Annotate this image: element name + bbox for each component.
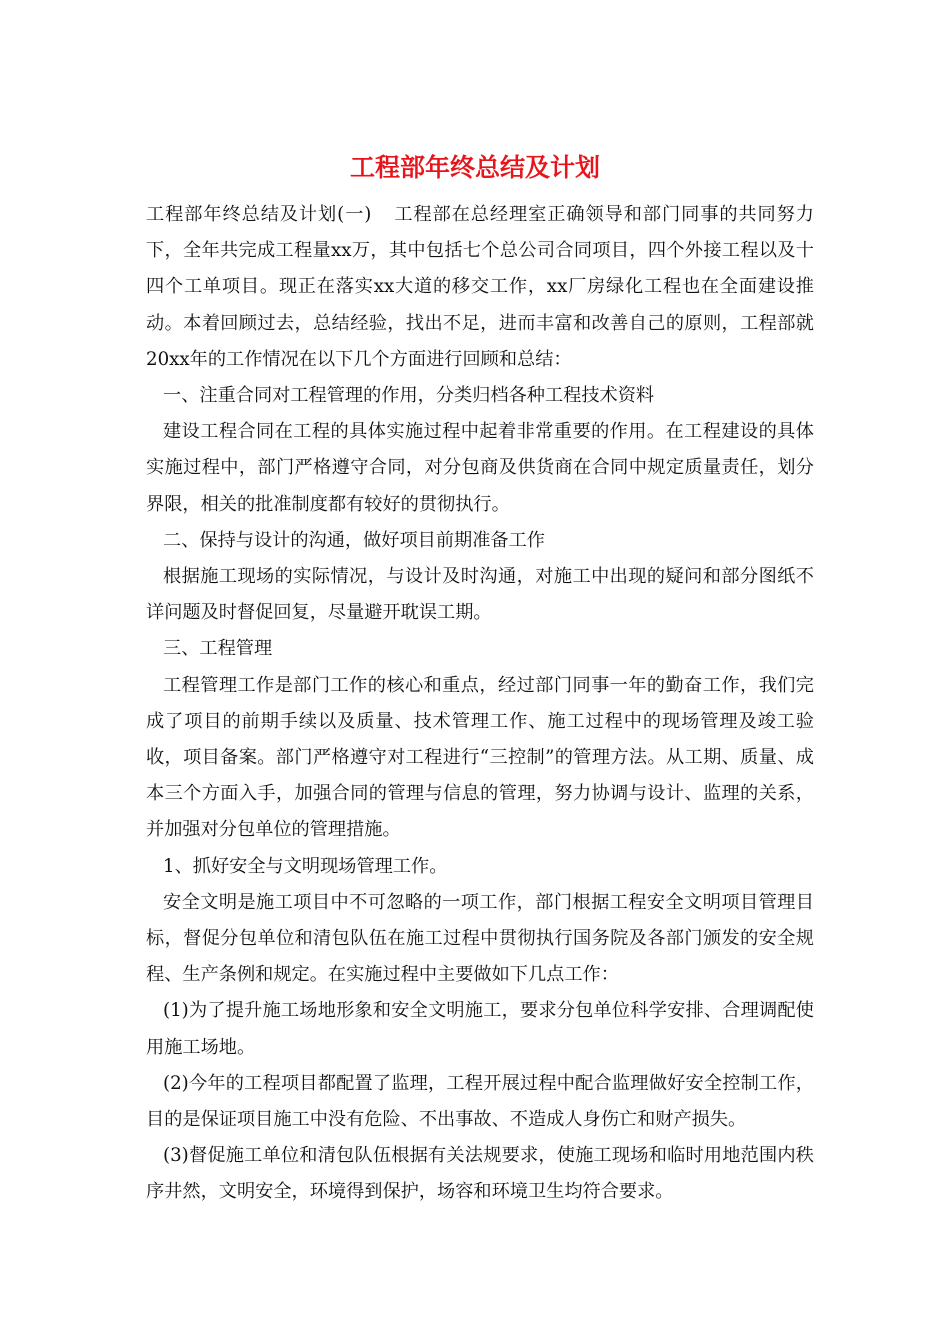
intro-label: 工程部年终总结及计划(一): [146, 204, 372, 225]
list-item-2: (2)今年的工程项目都配置了监理，工程开展过程中配合监理做好安全控制工作，目的是保证项目施工中没有危险、不出事故、不造成人身伤亡和财产损失。: [146, 1072, 814, 1131]
list-item-1: (1)为了提升施工场地形象和安全文明施工，要求分包单位科学安排、合理调配使用施工场地。: [146, 1000, 814, 1058]
subheading-1: 1、抓好安全与文明现场管理工作。: [163, 855, 448, 877]
section-heading-2: 二、保持与设计的沟通，做好项目前期准备工作: [163, 529, 545, 551]
paragraph-2: 建设工程合同在工程的具体实施过程中起着非常重要的作用。在工程建设的具体实施过程中，部门严格遵守合同，对分包商及供货商在合同中规定质量责任，划分界限，相关的批准制度都有较好的贯彻执行。: [146, 421, 814, 515]
section-heading-1: 一、注重合同对工程管理的作用，分类归档各种工程技术资料: [163, 385, 655, 407]
section-heading-3: 三、工程管理: [163, 638, 273, 660]
paragraph-0: 工程部在总经理室正确领导和部门同事的共同努力下，全年共完成工程量xx万，其中包括七个总公司合同项目，四个外接工程以及十四个工单项目。现正在落实xx大道的移交工作，xx厂房绿化工程也在全面建设推动。本着回顾过去，总结经验，找出不足，进而丰富和改善自己的原则，工程部就20xx年的工作情况在以下几个方面进行回顾和总结：: [146, 204, 814, 370]
intro-paragraph: [146, 197, 814, 378]
document-body: [146, 197, 814, 1211]
paragraph-6: 工程管理工作是部门工作的核心和重点，经过部门同事一年的勤奋工作，我们完成了项目的前期手续以及质量、技术管理工作、施工过程中的现场管理及竣工验收，项目备案。部门严格遵守对工程进行“三控制”的管理方法。从工期、质量、成本三个方面入手，加强合同的管理与信息的管理，努力协调与设计、监理的关系，并加强对分包单位的管理措施。: [146, 674, 814, 841]
paragraph-8: 安全文明是施工项目中不可忽略的一项工作，部门根据工程安全文明项目管理目标，督促分包单位和清包队伍在施工过程中贯彻执行国务院及各部门颁发的安全规程、生产条例和规定。在实施过程中主要做如下几点工作：: [146, 891, 814, 986]
paragraph-4: 根据施工现场的实际情况，与设计及时沟通，对施工中出现的疑问和部分图纸不详问题及时督促回复，尽量避开耽误工期。: [146, 566, 814, 624]
document-title: 工程部年终总结及计划: [349, 153, 600, 182]
list-item-3: (3)督促施工单位和清包队伍根据有关法规要求，使施工现场和临时用地范围内秩序井然，文明安全，环境得到保护，场容和环境卫生均符合要求。: [146, 1145, 814, 1203]
